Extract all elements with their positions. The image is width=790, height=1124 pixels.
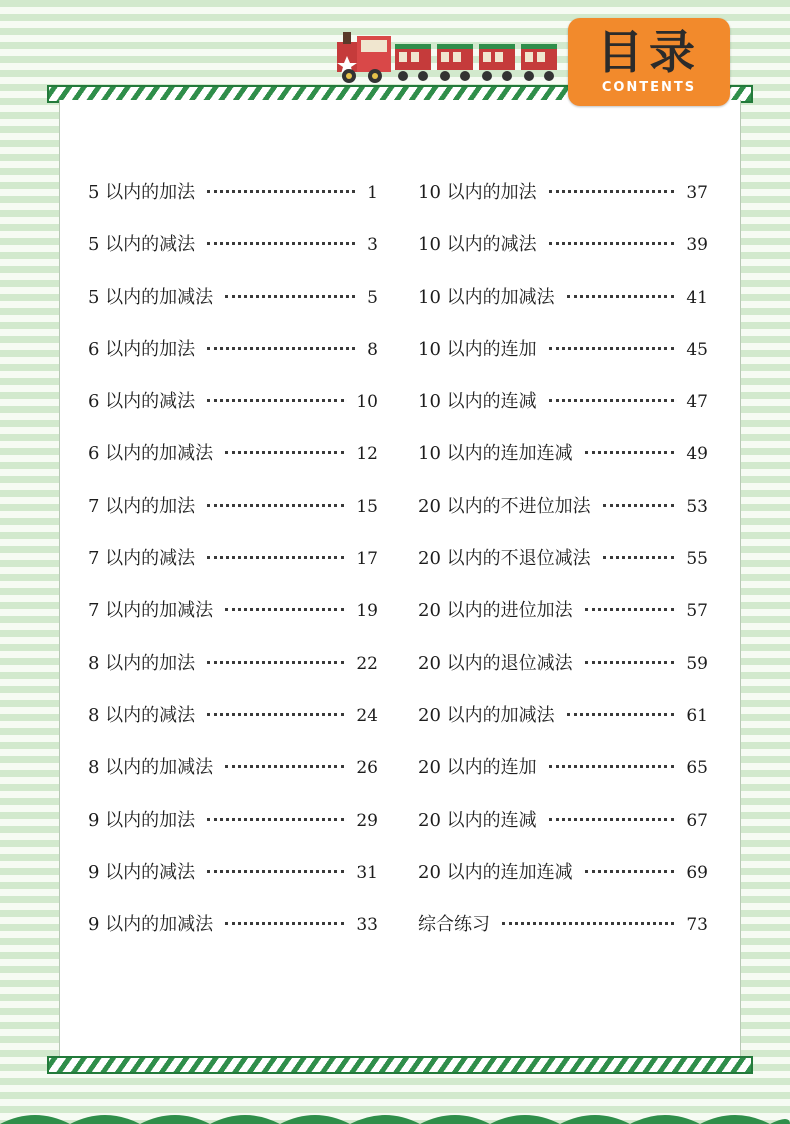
toc-entry-page: 33	[356, 915, 378, 936]
leader-dots	[207, 347, 355, 350]
toc-entry[interactable]	[418, 335, 708, 387]
toc-entry-title: 20 以内的不退位减法	[418, 548, 591, 570]
toc-entry[interactable]	[418, 701, 708, 753]
toc-entry-page: 39	[686, 235, 708, 256]
leader-dots	[549, 765, 675, 768]
toc-entry[interactable]	[88, 701, 378, 753]
toc-entry-title: 10 以内的加法	[418, 182, 537, 203]
toc-entry-title: 10 以内的加减法	[418, 286, 555, 308]
toc-entry-title: 6 以内的加减法	[88, 443, 214, 465]
toc-entry-title: 综合练习	[418, 914, 490, 936]
toc-entry-page: 53	[686, 496, 708, 517]
leader-dots	[225, 295, 355, 298]
toc-entry[interactable]	[88, 387, 378, 439]
toc-entry[interactable]	[418, 596, 708, 648]
toc-entry[interactable]	[418, 649, 708, 701]
toc-entry[interactable]	[88, 492, 378, 544]
leader-dots	[567, 713, 675, 716]
toc-entry-title: 20 以内的连加	[418, 757, 537, 779]
leader-dots	[585, 661, 675, 664]
toc-entry-page: 65	[686, 758, 708, 779]
toc-entry-title: 20 以内的退位减法	[418, 652, 573, 674]
toc-entry[interactable]	[88, 335, 378, 387]
toc-entry-title: 8 以内的加法	[88, 652, 196, 674]
leader-dots	[585, 870, 675, 873]
toc-entry-page: 41	[686, 287, 708, 308]
toc-entry[interactable]	[88, 283, 378, 335]
leader-dots	[603, 504, 675, 507]
leader-dots	[207, 399, 344, 402]
toc-entry-title: 8 以内的减法	[88, 704, 196, 726]
bottom-stripe-border	[47, 1056, 753, 1074]
toc-entry-page: 69	[686, 862, 708, 883]
toc-entry-title: 20 以内的连加连减	[418, 861, 573, 883]
toc-entry-page: 1	[367, 183, 378, 203]
toc-entry[interactable]	[418, 439, 708, 491]
toc-entry-title: 5 以内的加减法	[88, 286, 214, 308]
page-subtitle: CONTENTS	[601, 80, 697, 95]
leader-dots	[225, 608, 344, 611]
toc-entry[interactable]	[88, 230, 378, 282]
leader-dots	[549, 242, 675, 245]
leader-dots	[549, 190, 675, 193]
leader-dots	[567, 295, 675, 298]
toc-entry-title: 8 以内的加减法	[88, 757, 214, 779]
toc-right-column	[418, 178, 708, 962]
toc-entry-title: 5 以内的减法	[88, 234, 196, 256]
toc-entry-page: 49	[686, 444, 708, 465]
toc-entry-title: 20 以内的连减	[418, 809, 537, 831]
leader-dots	[585, 451, 675, 454]
toc-entry-page: 10	[356, 392, 378, 413]
toc-entry-title: 7 以内的加法	[88, 495, 196, 517]
toc-entry-page: 24	[356, 705, 378, 726]
leader-dots	[549, 818, 675, 821]
toc-entry-title: 9 以内的加减法	[88, 914, 214, 936]
toc-left-column	[88, 178, 378, 962]
toc-entry[interactable]	[418, 178, 708, 230]
scallop-border-icon	[0, 1110, 790, 1124]
toc-entry-page: 29	[356, 810, 378, 831]
toc-entry-title: 10 以内的减法	[418, 234, 537, 256]
toc-entry-title: 20 以内的不进位加法	[418, 495, 591, 517]
toc-entry-page: 5	[367, 287, 378, 308]
toc-entry[interactable]	[418, 283, 708, 335]
toc-entry[interactable]	[418, 230, 708, 282]
toc-entry-page: 15	[356, 496, 378, 517]
leader-dots	[549, 347, 675, 350]
toc-entry[interactable]	[88, 858, 378, 910]
toc-entry-page: 45	[686, 339, 708, 360]
leader-dots	[207, 661, 344, 664]
leader-dots	[207, 713, 344, 716]
toc-entry-title: 9 以内的加法	[88, 809, 196, 831]
toc-entry-page: 3	[367, 235, 378, 256]
leader-dots	[502, 922, 674, 925]
toc-entry[interactable]	[88, 596, 378, 648]
toc-entry-page: 26	[356, 758, 378, 779]
toc-entry[interactable]	[88, 806, 378, 858]
toc-entry-title: 5 以内的加法	[88, 182, 196, 203]
toc-entry[interactable]	[418, 492, 708, 544]
toc-entry[interactable]	[88, 649, 378, 701]
leader-dots	[225, 922, 344, 925]
toc-entry[interactable]	[88, 439, 378, 491]
toc-entry[interactable]	[88, 178, 378, 230]
leader-dots	[225, 451, 344, 454]
leader-dots	[603, 556, 675, 559]
toc-entry-page: 67	[686, 810, 708, 831]
toc-entry-title: 6 以内的减法	[88, 391, 196, 413]
leader-dots	[207, 242, 355, 245]
leader-dots	[207, 190, 355, 193]
toc-entry-page: 55	[686, 549, 708, 570]
page-title: 目录	[597, 25, 701, 79]
toc-entry[interactable]	[418, 858, 708, 910]
toc-entry-page: 59	[686, 653, 708, 674]
toc-entry-title: 7 以内的减法	[88, 548, 196, 570]
toc-entry-page: 61	[686, 705, 708, 726]
title-tab	[568, 18, 730, 106]
toc-entry[interactable]	[418, 544, 708, 596]
toc-entry[interactable]	[88, 753, 378, 805]
toc-entry-title: 20 以内的加减法	[418, 704, 555, 726]
leader-dots	[207, 504, 344, 507]
toc-entry-page: 37	[686, 183, 708, 203]
toc-entry-title: 10 以内的连减	[418, 391, 537, 413]
leader-dots	[207, 870, 344, 873]
toc-entry-page: 22	[356, 653, 378, 674]
toc-entry[interactable]	[418, 753, 708, 805]
toc-entry-page: 31	[356, 862, 378, 883]
toc-entry-title: 10 以内的连加连减	[418, 443, 573, 465]
train-illustration-icon	[333, 30, 565, 88]
toc-entry[interactable]	[418, 387, 708, 439]
toc-entry-page: 12	[356, 444, 378, 465]
leader-dots	[585, 608, 675, 611]
toc-entry-title: 6 以内的加法	[88, 338, 196, 360]
toc-entry-page: 8	[367, 339, 378, 360]
toc-entry-page: 57	[686, 601, 708, 622]
toc-entry-title: 7 以内的加减法	[88, 600, 214, 622]
toc-entry-title: 10 以内的连加	[418, 338, 537, 360]
toc-entry[interactable]	[418, 806, 708, 858]
leader-dots	[207, 818, 344, 821]
toc-entry-page: 47	[686, 392, 708, 413]
toc-entry-page: 73	[686, 915, 708, 936]
toc-entry[interactable]	[88, 544, 378, 596]
toc-entry-title: 9 以内的减法	[88, 861, 196, 883]
toc-entry-page: 19	[356, 601, 378, 622]
leader-dots	[225, 765, 344, 768]
leader-dots	[207, 556, 344, 559]
toc-entry-title: 20 以内的进位加法	[418, 600, 573, 622]
toc-entry[interactable]	[418, 910, 708, 962]
toc-entry[interactable]	[88, 910, 378, 962]
leader-dots	[549, 399, 675, 402]
toc-entry-page: 17	[356, 549, 378, 570]
